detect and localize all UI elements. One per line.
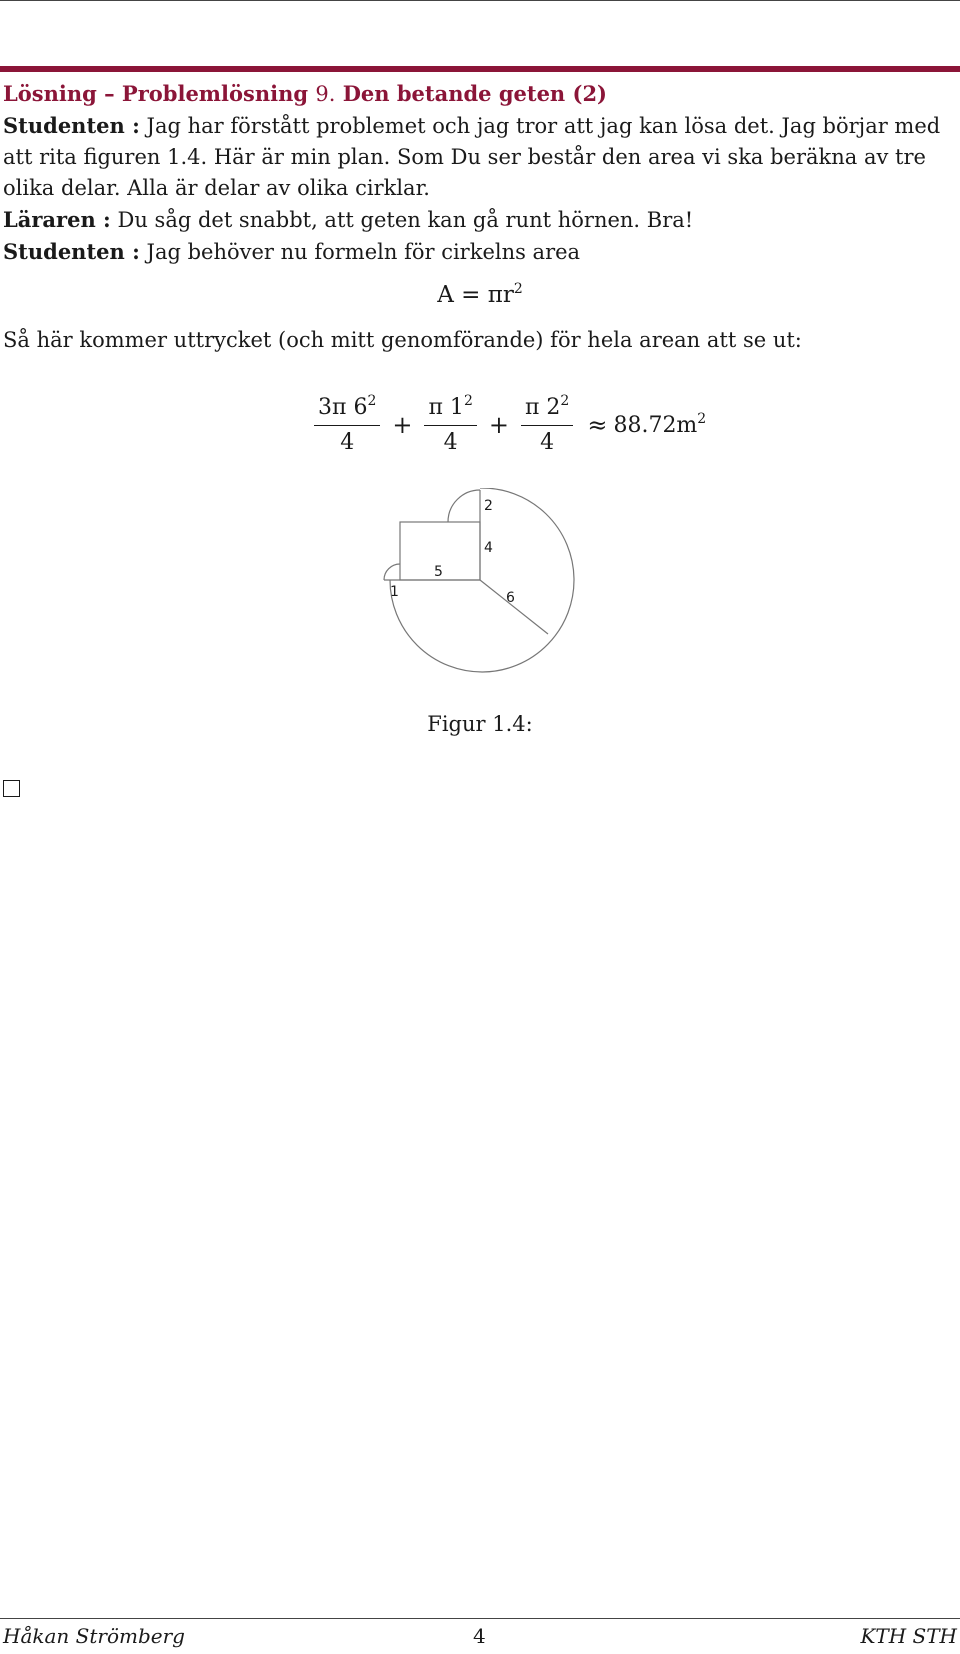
label-6: 6 <box>506 590 515 606</box>
label-1: 1 <box>390 584 399 600</box>
qed-box <box>3 780 20 797</box>
formula-rhs: πr <box>487 282 514 308</box>
figure-caption: Figur 1.4: <box>427 712 533 736</box>
header-bar <box>0 66 960 72</box>
term-2-exponent: 2 <box>463 392 473 409</box>
dialogue-entry <box>3 204 957 236</box>
sum-expression <box>0 390 960 460</box>
dialogue-text: Jag behöver nu formeln för cirkelns area <box>146 240 581 264</box>
dialogue-text: Jag har förstått problemet och jag tror att jag kan lösa det. Jag börjar med att rita figuren 1.4. Här är min plan. Som Du ser består den area vi ska beräkna av tre olika delar. Alla är delar av olika cirklar. <box>3 114 941 200</box>
fraction-term-1 <box>314 394 380 457</box>
formula-lhs: A <box>437 282 454 308</box>
title-prefix: Lösning – Problemlösning <box>3 81 309 106</box>
term-1-numerator: 3π 6 <box>318 394 368 420</box>
dialogue-entry <box>3 110 957 204</box>
term-3-exponent: 2 <box>560 392 570 409</box>
small-top-arc <box>448 490 480 522</box>
label-4: 4 <box>484 540 493 556</box>
term-1-denominator: 4 <box>340 429 355 455</box>
speaker-label: Läraren : <box>3 207 111 232</box>
page-number: 4 <box>473 1624 486 1648</box>
plus-sign: + <box>488 411 509 439</box>
sum-row <box>310 390 706 460</box>
result-value: $88.72m^2$ <box>613 410 707 438</box>
top-rule <box>0 0 960 1</box>
title-rest: Den betande geten (2) <box>342 81 607 106</box>
footer-rule <box>0 1618 960 1619</box>
term-1-exponent: 2 <box>367 392 377 409</box>
goat-diagram <box>360 488 600 688</box>
label-2: 2 <box>484 498 493 514</box>
radius-line <box>480 580 548 634</box>
footer-author: Håkan Strömberg <box>3 1624 185 1648</box>
dialogue-entry <box>3 236 957 268</box>
term-2-numerator: π 1 <box>428 394 464 420</box>
intro-text: Så här kommer uttrycket (och mitt genomförande) för hela arean att se ut: <box>3 328 802 352</box>
section-title <box>3 78 957 110</box>
footer-institution: KTH STH <box>860 1624 957 1648</box>
fraction-term-2 <box>424 394 476 457</box>
term-2-denominator: 4 <box>443 429 458 455</box>
dialogue-text: Du såg det snabbt, att geten kan gå runt hörnen. Bra! <box>117 208 694 232</box>
plus-sign: + <box>392 411 413 439</box>
fraction-term-3 <box>521 394 573 457</box>
main-content <box>3 78 957 356</box>
term-3-numerator: π 2 <box>524 394 561 420</box>
result-exponent: 2 <box>697 410 707 427</box>
figure-1-4 <box>360 488 600 692</box>
term-3-denominator: 4 <box>540 429 555 455</box>
speaker-label: Studenten : <box>3 113 140 138</box>
label-5: 5 <box>434 564 443 580</box>
formula-exponent: 2 <box>513 281 523 297</box>
small-left-arc <box>384 564 400 580</box>
title-number: 9. <box>315 82 336 106</box>
approx-sign: ≈ <box>587 411 608 439</box>
area-formula <box>3 280 957 311</box>
speaker-label: Studenten : <box>3 239 140 264</box>
formula-eq: = <box>461 282 481 308</box>
